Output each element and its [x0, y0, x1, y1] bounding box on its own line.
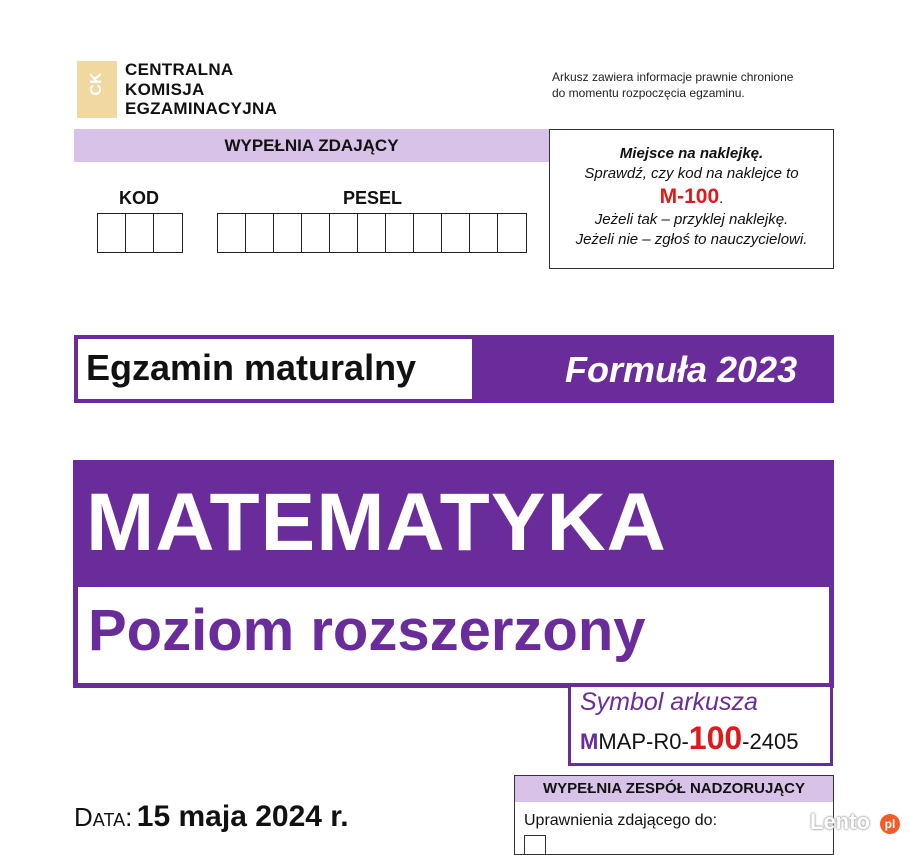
- pesel-digit-box[interactable]: [386, 214, 414, 252]
- logo-mark-text: CK: [88, 72, 105, 96]
- watermark-badge: pl: [880, 814, 900, 834]
- sticker-title: Miejsce na naklejkę.: [619, 145, 764, 162]
- notice-line-2: do momentu rozpoczęcia egzaminu.: [552, 86, 745, 100]
- sticker-code-period: .: [719, 190, 724, 207]
- pesel-digit-box[interactable]: [498, 214, 526, 252]
- logo-line-2: KOMISJA: [125, 79, 205, 99]
- kod-digit-box[interactable]: [154, 214, 182, 252]
- exam-title: Egzamin maturalny: [86, 347, 417, 388]
- sticker-if-yes: Jeżeli tak – przyklej naklejkę.: [594, 211, 789, 228]
- sticker-check-text: Sprawdź, czy kod na naklejce to: [584, 165, 799, 182]
- notice-line-1: Arkusz zawiera informacje prawnie chronione: [552, 70, 794, 84]
- kod-digit-box[interactable]: [126, 214, 154, 252]
- pesel-digit-box[interactable]: [442, 214, 470, 252]
- pesel-input-boxes[interactable]: [217, 213, 527, 253]
- symbol-prefix-rest: MAP-R0-: [598, 729, 689, 754]
- sticker-code: M-100: [659, 185, 720, 208]
- sticker-placement-box: [549, 129, 834, 269]
- pesel-digit-box[interactable]: [470, 214, 498, 252]
- symbol-number: 100: [688, 720, 743, 756]
- pesel-digit-box[interactable]: [274, 214, 302, 252]
- symbol-suffix: -2405: [742, 729, 799, 754]
- candidate-section-header: WYPEŁNIA ZDAJĄCY: [74, 129, 549, 162]
- kod-input-boxes[interactable]: [97, 213, 183, 253]
- committee-checkbox[interactable]: [524, 835, 546, 855]
- pesel-label: PESEL: [343, 188, 403, 208]
- pesel-digit-box[interactable]: [414, 214, 442, 252]
- committee-text: Uprawnienia zdającego do:: [524, 812, 718, 829]
- kod-label: KOD: [119, 188, 159, 208]
- subject-title: MATEMATYKA: [86, 477, 667, 568]
- sheet-symbol-label: Symbol arkusza: [580, 688, 758, 716]
- cke-logo-text: [125, 60, 277, 119]
- pesel-digit-box[interactable]: [218, 214, 246, 252]
- date-value: 15 maja 2024 r.: [136, 800, 349, 833]
- sheet-symbol-code: [580, 720, 798, 757]
- pesel-digit-box[interactable]: [246, 214, 274, 252]
- subject-level: Poziom rozszerzony: [88, 598, 646, 663]
- committee-header: WYPEŁNIA ZESPÓŁ NADZORUJĄCY: [515, 776, 833, 802]
- pesel-digit-box[interactable]: [330, 214, 358, 252]
- symbol-prefix-m: M: [580, 729, 599, 754]
- logo-line-1: CENTRALNA: [125, 60, 234, 79]
- pesel-digit-box[interactable]: [302, 214, 330, 252]
- pesel-digit-box[interactable]: [358, 214, 386, 252]
- date-label: Data:: [74, 802, 133, 832]
- exam-formula: Formuła 2023: [565, 349, 798, 390]
- confidentiality-notice: [552, 69, 793, 101]
- watermark-text: Lento: [810, 809, 870, 834]
- sticker-code-line: [550, 184, 833, 210]
- exam-date: [74, 800, 349, 834]
- sticker-if-no: Jeżeli nie – zgłoś to nauczycielowi.: [575, 231, 808, 248]
- cke-logo-mark: [77, 61, 117, 118]
- kod-digit-box[interactable]: [98, 214, 126, 252]
- logo-line-3: EGZAMINACYJNA: [125, 99, 278, 118]
